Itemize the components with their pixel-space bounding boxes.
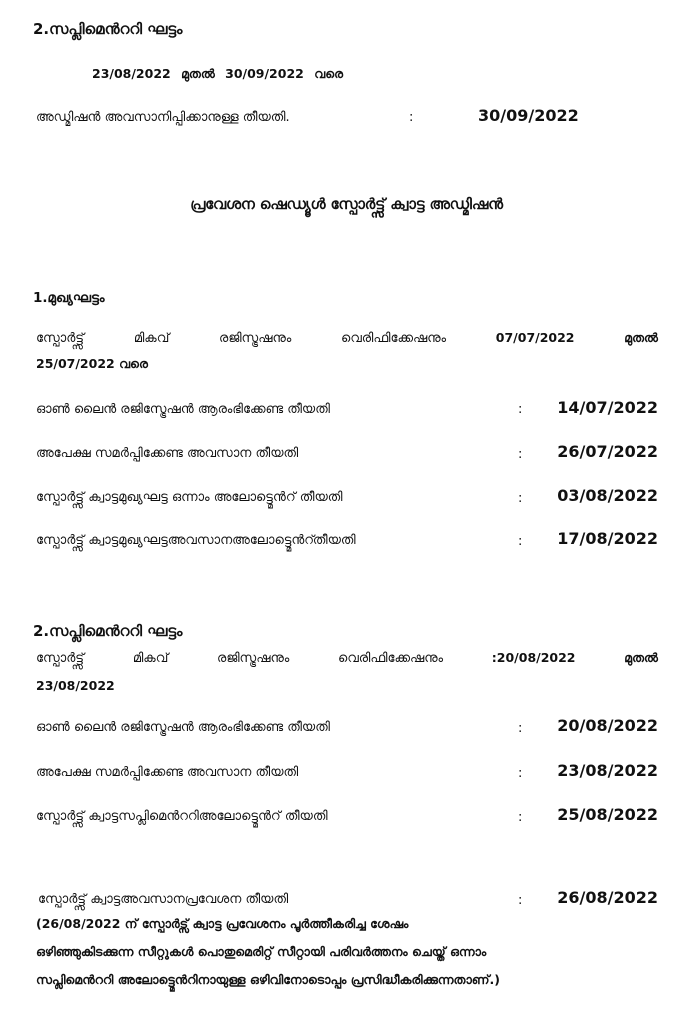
final-date: 26/08/2022 [557, 888, 658, 907]
supp-phase-heading: 2.സപ്ലിമെൻററി ഘട്ടം [33, 622, 183, 640]
supp-row-2-date: 23/08/2022 [557, 761, 658, 780]
main-row-1-colon: : [518, 402, 523, 417]
supp-reg-from-date: :20/08/2022 [491, 650, 576, 665]
supp-reg-from-word: മുതൽ [624, 650, 658, 665]
final-colon: : [518, 893, 523, 908]
page-title: പ്രവേശന ഷെഡ്യൂൾ സ്പോർട്ട്സ് ക്വാട്ട അഡ്മിഷൻ [190, 196, 503, 213]
main-reg-word-1: സ്പോർട്ട്സ് [36, 331, 85, 346]
supp-row-2-label: അപേക്ഷ സമർപ്പിക്കേണ്ട അവസാന തീയതി [36, 765, 299, 780]
supp-row-1-date: 20/08/2022 [557, 716, 658, 735]
final-note-line-1: (26/08/2022 ന് സ്പോർട്സ് ക്വാട്ട പ്രവേശനം പൂർത്തീകരിച്ച ശേഷം [36, 916, 409, 931]
supp-reg-word-3: രജിസ്ട്രഷനും [217, 651, 290, 666]
top-phase-heading: 2.സപ്ലിമെൻററി ഘട്ടം [33, 20, 183, 38]
main-row-2-colon: : [518, 447, 523, 462]
main-reg-to-line: 25/07/2022 വരെ [36, 356, 148, 371]
main-reg-from-date: 07/07/2022 [495, 330, 575, 345]
supp-row-3-label: സ്പോർട്ട്സ് ക്വാട്ടസപ്ലിമെൻററിഅലോട്ട്മെൻറ് തീയതി [36, 809, 328, 824]
main-reg-word-4: വെരിഫിക്കേഷനും [341, 331, 447, 346]
top-phase-range [92, 66, 343, 82]
main-row-1-date: 14/07/2022 [557, 398, 658, 417]
top-deadline-date: 30/09/2022 [478, 106, 579, 125]
main-row-4-colon: : [518, 534, 523, 549]
supp-row-3-colon: : [518, 810, 523, 825]
top-range-to: 30/09/2022 [225, 66, 304, 81]
main-reg-word-2: മികവ് [133, 331, 170, 346]
main-reg-word-3: രജിസ്ട്രഷനും [219, 331, 292, 346]
top-range-to-word: വരെ [314, 66, 344, 81]
main-phase-heading: 1.മുഖ്യഘട്ടം [33, 290, 105, 306]
main-row-4-label: സ്പോർട്ട്സ് ക്വാട്ടമുഖ്യഘട്ടഅവസാനഅലോട്ട്മെൻറ്തീയതി [36, 533, 356, 548]
supp-row-1-label: ഓൺ ലൈൻ രജിസ്ട്രേഷൻ ആരംഭിക്കേണ്ട തീയതി [36, 720, 330, 735]
supp-reg-word-1: സ്പോർട്ട്സ് [36, 651, 85, 666]
main-reg-from-word: മുതൽ [624, 330, 658, 345]
supp-reg-word-4: വെരിഫിക്കേഷനും [338, 651, 444, 666]
top-range-from: 23/08/2022 [92, 66, 171, 81]
main-row-1-label: ഓൺ ലൈൻ രജിസ്ട്രേഷൻ ആരംഭിക്കേണ്ട തീയതി [36, 402, 330, 417]
main-row-3-date: 03/08/2022 [557, 486, 658, 505]
main-registration-line [36, 330, 658, 346]
supp-reg-word-2: മികവ് [132, 651, 169, 666]
main-row-3-label: സ്പോർട്ട്സ് ക്വാട്ടമുഖ്യഘട്ട ഒന്നാം അലോട്ട്മെൻറ് തീയതി [36, 490, 343, 505]
final-note-line-2: ഒഴിഞ്ഞുകിടക്കുന്ന സീറ്റുകൾ പൊതുമെരിറ്റ് സീറ്റായി പരിവർത്തനം ചെയ്ത് ഒന്നാം [36, 944, 487, 959]
main-row-3-colon: : [518, 491, 523, 506]
supp-row-1-colon: : [518, 721, 523, 736]
final-label: സ്പോർട്ട്സ് ക്വാട്ടഅവസാനപ്രവേശന തീയതി [38, 892, 289, 907]
main-row-4-date: 17/08/2022 [557, 529, 658, 548]
supp-row-2-colon: : [518, 766, 523, 781]
main-row-2-label: അപേക്ഷ സമർപ്പിക്കേണ്ട അവസാന തീയതി [36, 446, 299, 461]
supp-row-3-date: 25/08/2022 [557, 805, 658, 824]
supp-reg-to-line: 23/08/2022 [36, 678, 115, 693]
supp-registration-line [36, 650, 658, 666]
main-row-2-date: 26/07/2022 [557, 442, 658, 461]
top-deadline-label: അഡ്മിഷൻ അവസാനിപ്പിക്കാനുള്ള തീയതി. [36, 110, 290, 125]
top-deadline-colon: : [409, 110, 414, 125]
top-range-from-word: മുതൽ [181, 66, 215, 81]
final-note-line-3: സപ്ലിമെൻററി അലോട്ട്മെൻറിനായുള്ള ഒഴിവിനോടൊപ്പം പ്രസിദ്ധീകരിക്കുന്നതാണ്.) [36, 972, 500, 987]
